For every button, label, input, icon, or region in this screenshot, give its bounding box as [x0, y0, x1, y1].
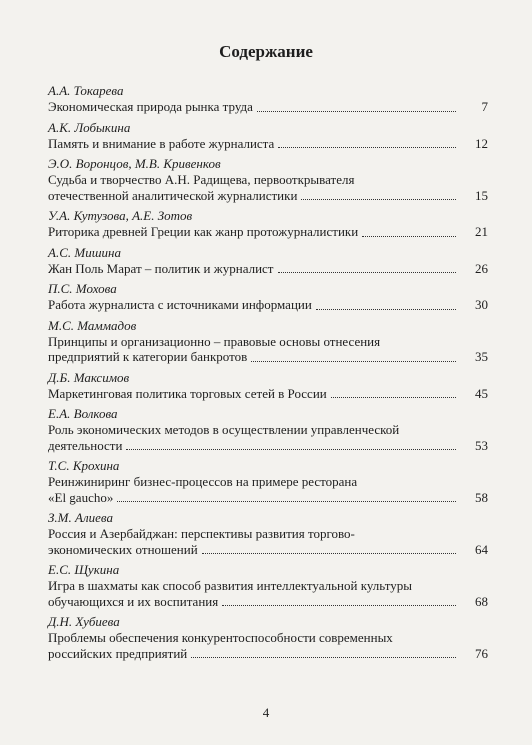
dot-leader [301, 199, 456, 200]
toc-entry-title-row [48, 261, 488, 277]
toc-entry-title-line: Работа журналиста с источниками информации [48, 297, 312, 312]
toc-entry-title-line: Реинжиниринг бизнес-процессов на примере ресторана [48, 474, 358, 489]
toc-entry-title-row [48, 349, 488, 365]
toc-entry [48, 280, 488, 313]
dot-leader [331, 397, 456, 398]
toc-entry-page: 35 [475, 349, 488, 364]
toc-entry-author: А.С. Мишина [48, 244, 121, 260]
toc-entry-author: П.С. Мохова [48, 281, 117, 296]
toc-entry-page: 45 [475, 385, 488, 401]
toc-entry [48, 317, 488, 365]
toc-entry-title-line: обучающихся и их воспитания [48, 593, 219, 609]
toc-entry-author: З.М. Алиева [48, 510, 113, 525]
toc-entry-title-line: Роль экономических методов в осуществлении управленческой [48, 422, 400, 437]
toc-entry-title-line: российских предприятий [48, 645, 188, 661]
toc-entry-author: У.А. Кутузова, А.Е. Зотов [48, 208, 193, 223]
toc-entry-page: 64 [475, 541, 488, 557]
page-title: Содержание [219, 42, 313, 61]
dot-leader [117, 501, 456, 502]
toc-entry-title-line: Игра в шахматы как способ развития интеллектуальной культуры [48, 578, 412, 593]
toc-entry-title-line: Экономическая природа рынка труда [48, 99, 253, 114]
toc-entry-page: 30 [475, 297, 488, 312]
toc-entry-title-row [48, 224, 488, 240]
toc-entry [48, 561, 488, 609]
toc-entry-title-line: «El gaucho» [48, 489, 114, 505]
dot-leader [278, 147, 456, 148]
toc-entry-page: 15 [475, 187, 488, 203]
toc-entry-title-line: Россия и Азербайджан: перспективы развития торгово- [48, 526, 355, 541]
toc-entry [48, 509, 488, 557]
toc-entry-author: Д.Н. Хубиева [48, 614, 120, 629]
toc-entry-title-line: экономических отношений [48, 541, 198, 557]
dot-leader [191, 657, 456, 658]
toc-entry [48, 82, 488, 115]
toc-entry-title-line: Память и внимание в работе журналиста [48, 135, 275, 151]
toc-entry [48, 369, 488, 402]
toc-entry [48, 119, 488, 152]
toc-entry-page: 68 [475, 593, 488, 609]
toc-entry-title-row [48, 594, 488, 610]
dot-leader [316, 309, 456, 310]
toc-entry-page: 76 [475, 645, 488, 661]
dot-leader [257, 111, 456, 112]
toc-entry-title-line: деятельности [48, 437, 123, 453]
toc-entry-page: 21 [475, 224, 488, 239]
toc-entry-title-line: Маркетинговая политика торговых сетей в России [48, 385, 327, 401]
dot-leader [222, 605, 456, 606]
toc-list [48, 82, 488, 665]
dot-leader [278, 272, 457, 273]
toc-entry-title-row [48, 542, 488, 558]
page-number: 4 [262, 705, 270, 720]
toc-entry-author: М.С. Маммадов [48, 317, 137, 333]
toc-entry-page: 7 [481, 99, 488, 114]
toc-entry-title-row [48, 188, 488, 204]
dot-leader [362, 236, 456, 237]
toc-entry-page: 26 [475, 260, 488, 276]
toc-entry-title-line: отечественной аналитической журналистики [48, 187, 298, 203]
toc-entry [48, 207, 488, 240]
toc-entry-title-row [48, 136, 488, 152]
toc-entry-title-row [48, 490, 488, 506]
toc-entry-author: А.А. Токарева [48, 83, 124, 98]
toc-entry-author: Е.С. Щукина [48, 562, 120, 577]
toc-entry-author: Е.А. Волкова [48, 406, 118, 421]
toc-entry [48, 244, 488, 277]
toc-entry-page: 58 [475, 489, 488, 505]
toc-entry [48, 613, 488, 661]
toc-entry-author: Т.С. Крохина [48, 458, 120, 473]
toc-entry-title-row [48, 99, 488, 115]
toc-entry-title-row [48, 646, 488, 662]
toc-entry-author: Д.Б. Максимов [48, 369, 130, 385]
dot-leader [126, 449, 456, 450]
toc-entry-title-line: Судьба и творчество А.Н. Радищева, первооткрывателя [48, 172, 355, 187]
toc-entry-page: 53 [475, 437, 488, 453]
toc-entry-author: А.К. Лобыкина [48, 119, 131, 135]
toc-entry [48, 457, 488, 505]
toc-entry-title-line: предприятий к категории банкротов [48, 349, 248, 364]
toc-entry-title-line: Жан Поль Марат – политик и журналист [48, 260, 274, 276]
toc-entry-page: 12 [475, 135, 488, 151]
toc-entry-author: Э.О. Воронцов, М.В. Кривенков [48, 156, 221, 171]
toc-entry [48, 405, 488, 453]
toc-entry-title-line: Риторика древней Греции как жанр протожурналистики [48, 224, 359, 239]
toc-entry-title-row [48, 297, 488, 313]
toc-entry-title-row [48, 386, 488, 402]
dot-leader [202, 553, 456, 554]
toc-entry-title-row [48, 438, 488, 454]
toc-entry-title-line: Принципы и организационно – правовые основы отнесения [48, 333, 381, 349]
toc-entry [48, 155, 488, 203]
dot-leader [251, 361, 456, 362]
toc-entry-title-line: Проблемы обеспечения конкурентоспособности современных [48, 630, 393, 645]
